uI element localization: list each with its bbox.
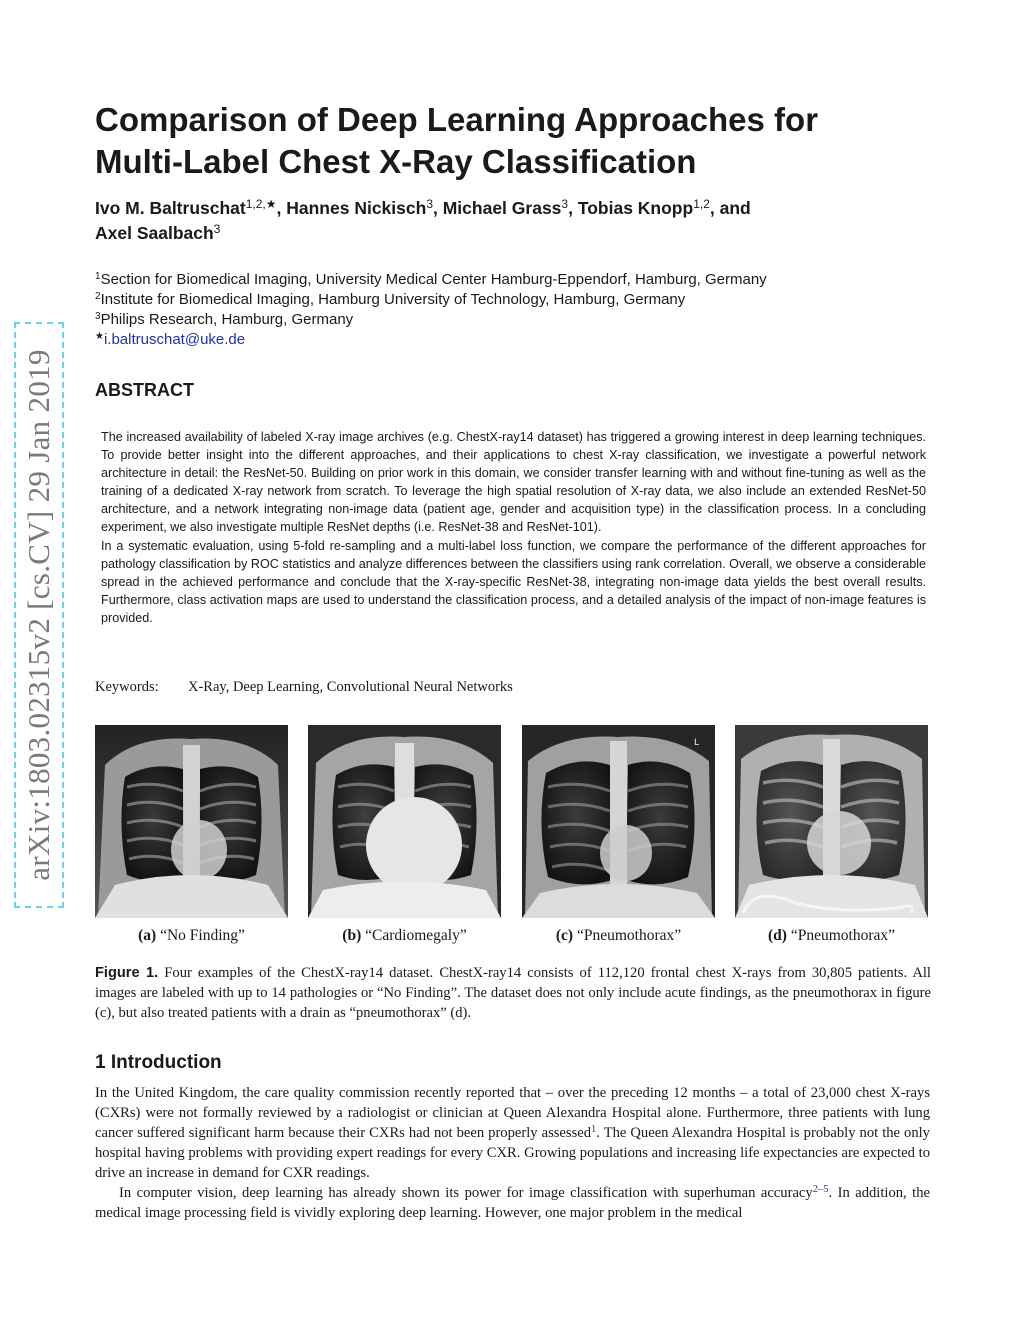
subfigure-caption-d bbox=[724, 927, 939, 945]
figure-caption-text: Four examples of the ChestX-ray14 dataset. ChestX-ray14 consists of 112,120 frontal chest X-rays from 30,805 patients. All images are labeled with up to 14 pathologies or “No Finding”. The dataset does not only include acute findings, as the pneumothorax in figure (c), but also treated patients with a drain as “pneumothorax” (d). bbox=[95, 965, 931, 1021]
subfigure-text: “Pneumothorax” bbox=[790, 927, 895, 944]
xray-graphic-c bbox=[522, 725, 715, 918]
intro-text: . In addition, the medical image processing field is vividly exploring deep learning. However, one major problem in the medical bbox=[95, 1185, 931, 1221]
xray-graphic-a bbox=[95, 725, 288, 918]
author-name: Tobias Knopp bbox=[577, 198, 694, 218]
subfigure-caption-c bbox=[511, 927, 726, 945]
introduction-body bbox=[95, 1083, 930, 1223]
author-affiliation-mark: 3 bbox=[213, 222, 221, 236]
paper-title bbox=[95, 99, 935, 183]
author-name: Michael Grass bbox=[442, 198, 562, 218]
citation-link[interactable]: 2–5 bbox=[812, 1184, 829, 1195]
xray-image-a bbox=[95, 725, 288, 918]
citation-link[interactable]: 1 bbox=[591, 1124, 597, 1135]
author-name: Ivo M. Baltruschat bbox=[95, 198, 246, 218]
affiliation-list bbox=[95, 270, 955, 350]
author-separator: , bbox=[568, 198, 578, 218]
author-separator: , bbox=[433, 198, 443, 218]
abstract-body bbox=[101, 428, 926, 627]
xray-graphic-d bbox=[735, 725, 928, 918]
figure-caption bbox=[95, 963, 931, 1023]
subfigure-caption-a bbox=[84, 927, 299, 945]
author-affiliation-mark: 1,2 bbox=[693, 197, 710, 211]
arxiv-identifier[interactable]: arXiv:1803.02315v2 [cs.CV] 29 Jan 2019 bbox=[21, 349, 56, 881]
subfigure-label: (a) bbox=[138, 927, 157, 944]
affiliation-item bbox=[95, 270, 955, 290]
xray-image-c bbox=[522, 725, 715, 918]
subfigure-text: “Pneumothorax” bbox=[576, 927, 682, 944]
section-heading-introduction: 1 Introduction bbox=[95, 1052, 222, 1073]
title-line-1: Comparison of Deep Learning Approaches for bbox=[95, 101, 819, 138]
abstract-paragraph: In a systematic evaluation, using 5-fold re-sampling and a multi-label loss function, we compare the performance of the different approaches for pathology classification by ROC statistics and analyze differences between the classifiers using rank correlation. Overall, we observe a considerable spread in the achieved performance and conclude that the X-ray-specific ResNet-38, integrating non-image data yields the best overall results. Furthermore, class activation maps are used to understand the classification process, and a detailed analysis of the impact of non-image features is provided. bbox=[101, 538, 926, 625]
keywords-label: Keywords: bbox=[95, 679, 159, 695]
subfigure-text: “Cardiomegaly” bbox=[365, 927, 467, 944]
abstract-paragraph: The increased availability of labeled X-ray image archives (e.g. ChestX-ray14 dataset) has triggered a growing interest in deep learning techniques. To provide better insight into the different approaches, and their applications to chest X-ray classification, we investigate a powerful network architecture in detail: the ResNet-50. Building on prior work in this domain, we consider transfer learning with and without fine-tuning as well as the training of a dedicated X-ray network from scratch. To leverage the high spatial resolution of X-ray data, we also include an extended ResNet-50 architecture, and a network integrating non-image data (patient age, gender and acquisition type) in the classification process. In a concluding experiment, we also investigate multiple ResNet depths (i.e. ResNet-38 and ResNet-101). bbox=[101, 430, 926, 535]
affiliation-item bbox=[95, 310, 955, 330]
subfigure-label: (d) bbox=[768, 927, 787, 944]
author-separator: , bbox=[276, 198, 287, 218]
keywords-text: X-Ray, Deep Learning, Convolutional Neural Networks bbox=[188, 679, 513, 695]
author-name: Axel Saalbach bbox=[95, 223, 214, 243]
affiliation-text: Institute for Biomedical Imaging, Hamburg University of Technology, Hamburg, Germany bbox=[100, 291, 686, 308]
affiliation-item bbox=[95, 290, 955, 310]
author-separator: , and bbox=[709, 198, 751, 218]
figure-label: Figure 1. bbox=[95, 965, 159, 981]
xray-image-d bbox=[735, 725, 928, 918]
email-link[interactable]: i.baltruschat@uke.de bbox=[103, 331, 246, 348]
subfigure-label: (b) bbox=[342, 927, 362, 944]
xray-image-b bbox=[308, 725, 501, 918]
keywords-line bbox=[95, 679, 513, 696]
subfigure-text: “No Finding” bbox=[160, 927, 245, 944]
subfigure-caption-b bbox=[297, 927, 512, 945]
intro-paragraph bbox=[95, 1083, 930, 1183]
affiliation-mark: 1 bbox=[95, 271, 101, 282]
author-list bbox=[95, 196, 935, 246]
author-affiliation-mark: 3 bbox=[426, 197, 433, 211]
intro-text: In the United Kingdom, the care quality commission recently reported that – over the preceding 12 months – a total of 23,000 chest X-rays (CXRs) were not formally reviewed by a radiologist or clinician at Queen Alexandra Hospital alone. Furthermore, three patients with lung cancer suffered significant harm because their CXRs had not been properly assessed bbox=[95, 1085, 930, 1141]
intro-text: . The Queen Alexandra Hospital is probably not the only hospital having problems with providing expert readings for every CXR. Growing populations and increasing life expectancies are expected to drive an increase in demand for CXR readings. bbox=[95, 1125, 930, 1181]
author-affiliation-mark: 1,2,★ bbox=[245, 197, 277, 211]
affiliation-mark: 3 bbox=[95, 311, 101, 322]
star-mark: ★ bbox=[95, 331, 104, 342]
intro-text: In computer vision, deep learning has already shown its power for image classification with superhuman accuracy bbox=[119, 1185, 813, 1201]
affiliation-item bbox=[95, 330, 955, 350]
title-line-2: Multi-Label Chest X-Ray Classification bbox=[95, 143, 697, 180]
affiliation-mark: 2 bbox=[95, 291, 101, 302]
affiliation-text: Section for Biomedical Imaging, University Medical Center Hamburg-Eppendorf, Hamburg, Germany bbox=[100, 271, 767, 288]
subfigure-label: (c) bbox=[555, 927, 574, 944]
xray-graphic-b bbox=[308, 725, 501, 918]
author-affiliation-mark: 3 bbox=[561, 197, 569, 211]
intro-paragraph bbox=[95, 1183, 930, 1223]
svg-text:L: L bbox=[694, 738, 700, 748]
arxiv-stamp bbox=[14, 322, 64, 908]
affiliation-text: Philips Research, Hamburg, Germany bbox=[100, 311, 354, 328]
abstract-heading: ABSTRACT bbox=[95, 380, 194, 400]
author-name: Hannes Nickisch bbox=[286, 198, 427, 218]
